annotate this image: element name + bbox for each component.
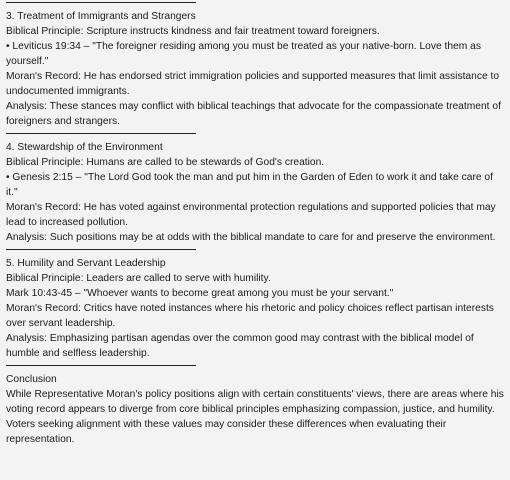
conclusion-heading: Conclusion bbox=[6, 374, 57, 385]
analysis-text: Analysis: These stances may conflict with biblical teachings that advocate for the compassionate treatment of foreigners and strangers. bbox=[6, 101, 501, 127]
section-heading: 5. Humility and Servant Leadership bbox=[6, 258, 166, 269]
section-divider bbox=[6, 133, 196, 134]
biblical-principle: Biblical Principle: Scripture instructs kindness and fair treatment toward foreigners. bbox=[6, 26, 380, 37]
record-text: Moran's Record: Critics have noted instances where his rhetoric and policy choices reflect partisan interests over servant leadership. bbox=[6, 303, 494, 329]
section-environment bbox=[6, 140, 506, 245]
scripture-verse: • Genesis 2:15 – "The Lord God took the man and put him in the Garden of Eden to work it and take care of it." bbox=[6, 172, 493, 198]
section-immigrants bbox=[6, 9, 506, 129]
scripture-verse: • Leviticus 19:34 – "The foreigner residing among you must be treated as your native-born. Love them as yourself." bbox=[6, 41, 482, 67]
analysis-text: Analysis: Emphasizing partisan agendas over the common good may contrast with the biblical model of humble and selfless leadership. bbox=[6, 333, 474, 359]
scripture-verse: Mark 10:43-45 – "Whoever wants to become great among you must be your servant." bbox=[6, 288, 394, 299]
record-text: Moran's Record: He has endorsed strict immigration policies and supported measures that limit assistance to undocumented immigrants. bbox=[6, 71, 500, 97]
conclusion-body: While Representative Moran's policy positions align with certain constituents' views, there are areas where his voting record appears to diverge from core biblical principles emphasizing compassion, justice, and humility. Voters seeking alignment with these values may consider these differences when evaluating their representation. bbox=[6, 389, 504, 445]
section-heading: 4. Stewardship of the Environment bbox=[6, 142, 163, 153]
biblical-principle: Biblical Principle: Humans are called to be stewards of God's creation. bbox=[6, 157, 325, 168]
record-text: Moran's Record: He has voted against environmental protection regulations and supported policies that may lead to increased pollution. bbox=[6, 202, 496, 228]
biblical-principle: Biblical Principle: Leaders are called to serve with humility. bbox=[6, 273, 271, 284]
section-divider bbox=[6, 249, 196, 250]
section-humility bbox=[6, 256, 506, 361]
section-conclusion bbox=[6, 372, 506, 447]
section-heading: 3. Treatment of Immigrants and Strangers bbox=[6, 11, 196, 22]
section-divider bbox=[6, 2, 196, 3]
analysis-text: Analysis: Such positions may be at odds with the biblical mandate to care for and preserve the environment. bbox=[6, 232, 496, 243]
section-divider bbox=[6, 365, 196, 366]
